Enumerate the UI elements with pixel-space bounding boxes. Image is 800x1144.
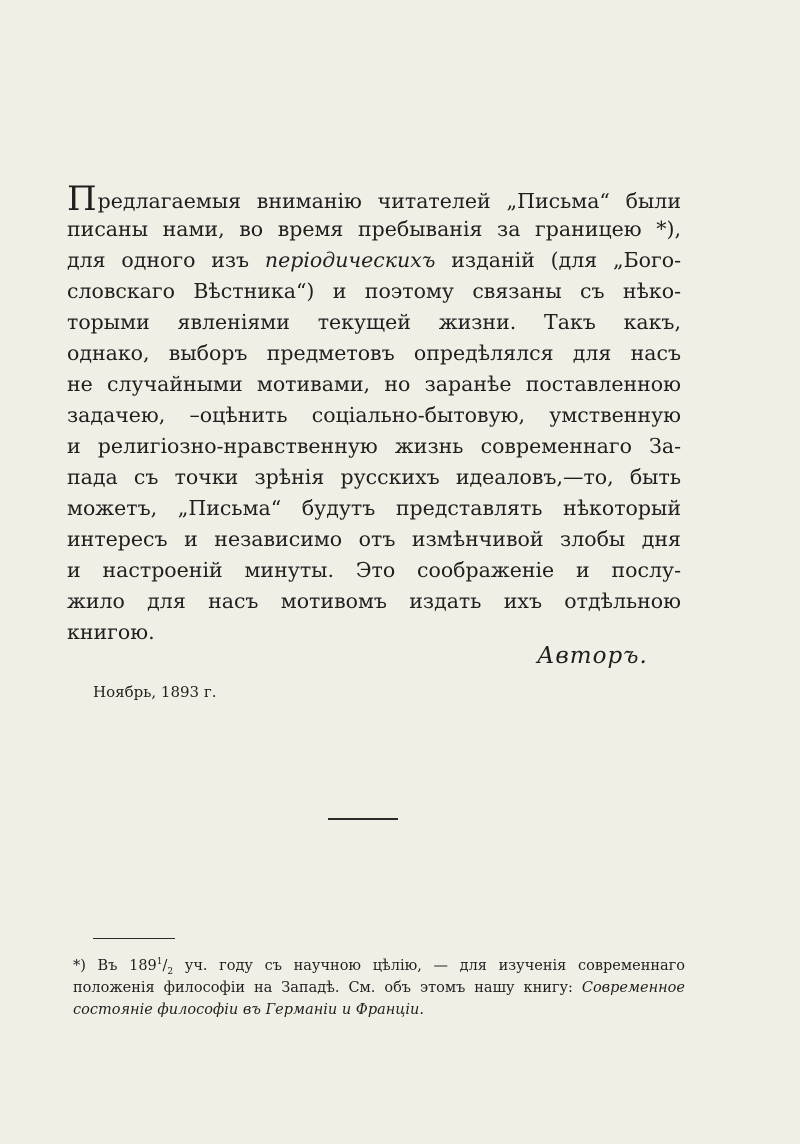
paragraph-line: писаны нами, во время пребыванія за границею *), xyxy=(67,217,681,241)
paragraph-line: книгою. xyxy=(67,620,155,644)
paragraph-line: задачею, –оцѣнить соціально-бытовую, умственную xyxy=(67,403,681,427)
paragraph-line: и настроеній минуты. Это соображеніе и послу- xyxy=(67,558,681,582)
paragraph-line: интересъ и независимо отъ измѣнчивой злобы дня xyxy=(67,527,681,551)
paragraph-line: торыми явленіями текущей жизни. Такъ какъ, xyxy=(67,310,681,334)
date-line: Ноябрь, 1893 г. xyxy=(93,683,217,701)
paragraph-line: можетъ, „Письма“ будутъ представлять нѣкоторый xyxy=(67,496,681,520)
drop-cap: П xyxy=(67,179,97,219)
paragraph-line: жило для насъ мотивомъ издать ихъ отдѣльною xyxy=(67,589,681,613)
footnote-line: положенія философіи на Западѣ. См. объ этомъ нашу книгу: Современное xyxy=(73,980,685,996)
paragraph-line: словскаго Вѣстника“) и поэтому связаны съ нѣко- xyxy=(67,279,681,303)
footnote-line: *) Въ $189^1/_2$ уч. году съ научною цѣлію, — для изученія современнаго xyxy=(73,957,686,977)
footnote-divider xyxy=(93,938,175,939)
section-divider xyxy=(328,818,398,820)
paragraph-line: для одного изъ періодическихъ изданій (для „Бого- xyxy=(67,248,681,272)
paragraph-line: однако, выборъ предметовъ опредѣлялся для насъ xyxy=(67,341,681,365)
author-signature: Авторъ. xyxy=(537,643,648,669)
italic-title: Современное xyxy=(581,980,685,996)
paragraph-line: и религіозно-нравственную жизнь современнаго За- xyxy=(67,434,681,458)
footnote-line: состояніе философіи въ Германіи и Франціи. xyxy=(73,1002,425,1018)
italic-term: періодическихъ xyxy=(264,248,436,272)
paragraph-line: Предлагаемыя вниманію читателей „Письма“ были xyxy=(67,179,681,219)
paragraph-line: не случайными мотивами, но заранѣе поставленною xyxy=(67,372,681,396)
paragraph-line: пада съ точки зрѣнія русскихъ идеаловъ,—то, быть xyxy=(67,465,681,489)
